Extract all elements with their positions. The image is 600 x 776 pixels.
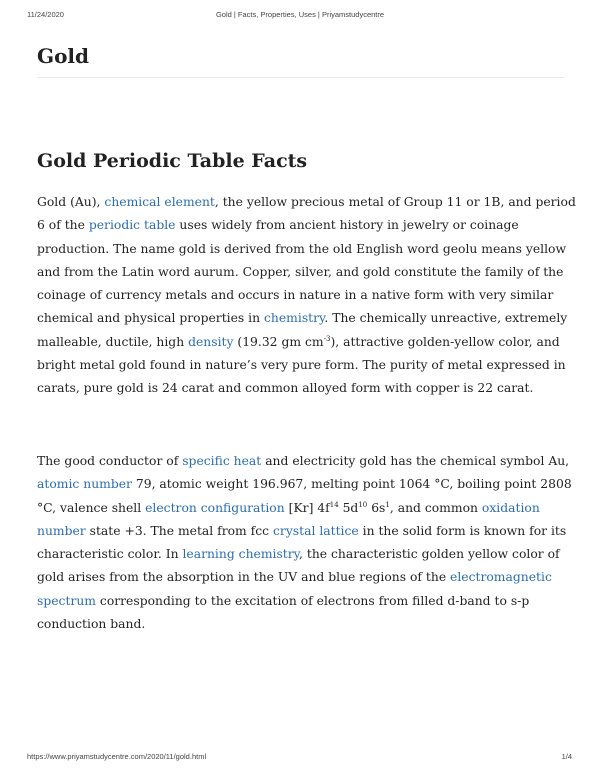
superscript: 10 [358,500,368,509]
text: gold arises from the absorption in the UV and blue regions of the [37,570,451,585]
print-title: Gold | Facts, Properties, Uses | Priyamstudycentre [215,10,385,19]
link-specific-heat[interactable]: specific heat [182,454,262,468]
text: bright metal gold found in nature’s very pure form. The purity of metal expressed in [37,358,566,373]
print-url: https://www.priyamstudycentre.com/2020/11/gold.html [27,752,207,761]
text: characteristic color. In [37,547,183,562]
link-density[interactable]: density [188,334,234,349]
superscript: 14 [329,500,339,509]
link-periodic-table[interactable]: periodic table [88,218,176,233]
text: °C, valence shell [37,500,146,515]
link-chemical-element[interactable]: chemical element [104,195,215,209]
link-crystal-lattice[interactable]: crystal lattice [273,523,359,538]
paragraph-properties [37,450,572,636]
text: conduction band. [37,617,146,632]
text: , and common [389,500,482,515]
link-electromagnetic-spectrum-cont[interactable]: spectrum [37,593,96,608]
text: chemical and physical properties in [37,311,264,326]
header-divider [37,77,564,78]
text: 79, atomic weight 196.967, melting point 1064 °C, boiling point 2808 [131,477,572,492]
link-electromagnetic-spectrum[interactable]: electromagnetic [450,570,552,585]
text: 5d [338,500,359,515]
text: 6 of the [37,218,89,233]
text: The good conductor of [37,454,183,468]
text: (19.32 gm cm [233,334,324,349]
text: production. The name gold is derived from the old English word geolu means yellow [37,241,567,256]
text: . The chemically unreactive, extremely [324,311,568,326]
link-learning-chemistry[interactable]: learning chemistry [182,547,300,562]
text: in the solid form is known for its [358,523,567,538]
link-chemistry[interactable]: chemistry [264,311,325,326]
site-title[interactable]: Gold [37,44,90,68]
paragraph-intro [37,191,576,401]
text: corresponding to the excitation of electrons from filled d-band to s-p [95,593,530,608]
text: uses widely from ancient history in jewelry or coinage [175,218,519,233]
text: , the yellow precious metal of Group 11 or 1B, and period [214,195,576,209]
link-oxidation-number-cont[interactable]: number [37,523,86,538]
text: and electricity gold has the chemical symbol Au, [261,454,570,468]
superscript: -3 [323,334,331,343]
text: state +3. The metal from fcc [85,523,273,538]
print-date: 11/24/2020 [27,10,64,19]
page-heading: Gold Periodic Table Facts [37,150,308,172]
text: malleable, ductile, high [37,334,189,349]
text: ), attractive golden-yellow color, and [330,334,560,349]
superscript: 1 [385,500,390,509]
page-number: 1/4 [561,752,572,761]
link-atomic-number[interactable]: atomic number [37,477,132,492]
link-oxidation-number[interactable]: oxidation [481,500,540,515]
text: coinage of currency metals and occurs in nature in a native form with very similar [37,288,554,303]
text: and from the Latin word aurum. Copper, silver, and gold constitute the family of the [37,264,564,279]
text: , the characteristic golden yellow color of [299,547,560,562]
text: [Kr] 4f [284,500,330,515]
text: Gold (Au), [37,195,105,209]
link-electron-configuration[interactable]: electron configuration [145,500,285,515]
text: carats, pure gold is 24 carat and common alloyed form with copper is 22 carat. [37,381,534,396]
text: 6s [367,500,386,515]
